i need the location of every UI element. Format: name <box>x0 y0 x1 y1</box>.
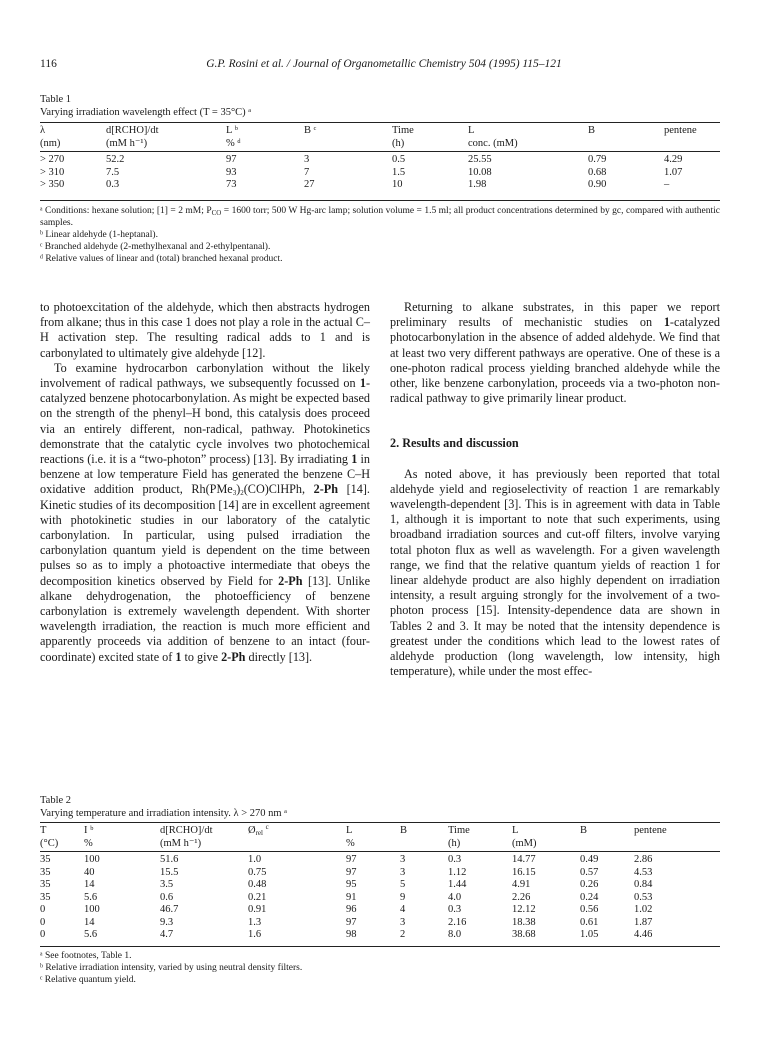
table1-header: B ᶜ <box>304 125 317 136</box>
table-cell: 3 <box>400 866 406 878</box>
footnote-text: = 1600 torr; 500 W Hg-arc lamp; solution volume = 1.5 ml; all product concentrations determined by gc, compared with authentic samples. <box>40 206 720 228</box>
table-cell: 97 <box>346 854 357 865</box>
table1-footnote-d: ᵈ Relative values of linear and (total) branched hexanal product. <box>40 254 283 264</box>
table-cell: 2.86 <box>634 854 653 865</box>
left-column <box>40 300 370 665</box>
table2 <box>40 825 720 942</box>
table-cell: 1.3 <box>248 916 262 928</box>
table1-caption: Varying irradiation wavelength effect (T = 35°C) ᵃ <box>40 107 252 118</box>
table-cell: > 270 <box>40 154 65 165</box>
table-cell: 40 <box>84 866 95 878</box>
table-row <box>40 879 720 892</box>
table-cell: 4.46 <box>634 929 653 940</box>
table-cell: 97 <box>346 866 357 878</box>
table2-subheader-row <box>40 838 720 851</box>
table1-subheader: (nm) <box>40 137 61 149</box>
text-span: [13]. Unlike alkane dehydrogenation, the photoefficiency of benzene carbonylation is extremely wavelength dependent. With shorter wavelength irradiation, the reaction is much more efficient and apparently proceeds via addition of benzene to an intact (four-coordinate) excited state of <box>40 573 370 664</box>
table1-header: pentene <box>664 125 697 136</box>
table-cell: 35 <box>40 891 51 903</box>
table-cell: 25.55 <box>468 154 492 165</box>
page-number: 116 <box>40 58 57 70</box>
table-cell: 1.05 <box>580 929 599 940</box>
table-cell: 96 <box>346 904 357 915</box>
table1-subheader: (h) <box>392 137 405 149</box>
table-cell: 3 <box>400 854 406 865</box>
table-cell: 14 <box>84 879 95 890</box>
table2-footnote-a: ᵃ See footnotes, Table 1. <box>40 951 132 961</box>
text-span: -catalyzed photocarbonylation in the absence of added aldehyde. We find that at least two very different pathways are operative. One of these is a one-photon radical process yielding branched aldehyde while the other, like benzene carbonylation, proceeds via a two-photon non-radical pathway to give primarily linear product. <box>390 315 720 406</box>
table-cell: 5.6 <box>84 929 98 940</box>
table-cell: 1.07 <box>664 166 683 178</box>
table1-header-row <box>40 125 720 138</box>
right-paragraph-2: As noted above, it has previously been reported that total aldehyde yield and regioselectivity of reaction 1 are remarkably wavelength-dependent [3]. This is in agreement with data in Table 1, although it is important to note that such experiments, using broadband irradiation sources and cut-off filters, involve varying total photon flux as well as wavelength. For a given wavelength range, we find that the relative quantum yields of reaction 1 for linear aldehyde product are also highly dependent on irradiation intensity, a result arguing strongly for the involvement of a two-photon process [15]. Intensity-dependence data are shown in Tables 2 and 3. It may be noted that the intensity dependence is greatest under the conditions which lead to the lowest rates of aldehyde production (long wavelength, low intensity, high temperature), while under the most effec- <box>390 466 720 679</box>
table-cell: 100 <box>84 904 100 915</box>
text-span: in benzene at low temperature Field has generated the benzene C–H oxidative addition product, Rh(PMe <box>40 452 370 497</box>
table-cell: – <box>664 179 670 190</box>
table-cell: 52.2 <box>106 154 125 165</box>
table2-header: B <box>580 825 588 836</box>
section-heading: 2. Results and discussion <box>390 436 519 451</box>
table-cell: 73 <box>226 179 237 190</box>
table-cell: 95 <box>346 879 357 890</box>
footnote-text: ᵃ Conditions: hexane solution; [1] = 2 mM; P <box>40 206 212 216</box>
table-cell: 2.26 <box>512 891 531 903</box>
table1-footnote-b: ᵇ Linear aldehyde (1-heptanal). <box>40 230 158 240</box>
table2-header: pentene <box>634 825 667 836</box>
table1-header: B <box>588 125 596 136</box>
table-cell: 7 <box>304 166 310 178</box>
table2-header: L <box>512 825 519 836</box>
text-span: to give <box>181 649 222 664</box>
table1-bottom-rule <box>40 200 720 201</box>
table1-header-rule <box>40 151 720 152</box>
table-cell: 4.91 <box>512 879 531 890</box>
table-cell: 0.26 <box>580 879 599 890</box>
table1-subheader-row <box>40 138 720 151</box>
table-cell: 9 <box>400 891 406 903</box>
table-cell: 98 <box>346 929 357 940</box>
table-cell: 100 <box>84 854 100 865</box>
table-cell: 0.3 <box>106 179 120 190</box>
table2-header: L <box>346 825 353 836</box>
left-paragraph-2 <box>40 361 370 665</box>
table-cell: 46.7 <box>160 904 179 915</box>
table1-footnotes <box>40 205 720 265</box>
table2-bottom-rule <box>40 946 720 947</box>
table2-subheader: (°C) <box>40 837 59 849</box>
table2-subheader: % <box>346 837 355 849</box>
table2-header: B <box>400 825 408 836</box>
table1-footnote-a <box>40 205 720 229</box>
table-cell: 3.5 <box>160 879 174 890</box>
table-cell: > 310 <box>40 166 65 178</box>
table-cell: 0.75 <box>248 866 267 878</box>
table-row <box>40 929 720 942</box>
table-cell: 97 <box>226 154 237 165</box>
compound-ref: 2-Ph <box>278 573 303 588</box>
table-cell: 0.90 <box>588 179 607 190</box>
table-cell: 0 <box>40 929 46 940</box>
table-cell: 10 <box>392 179 403 190</box>
table1-header: L ᵇ <box>226 125 238 136</box>
phi-superscript: c <box>265 823 269 831</box>
table-cell: 0.57 <box>580 866 599 878</box>
table-cell: 35 <box>40 879 51 890</box>
table-cell: 15.5 <box>160 866 179 878</box>
table-cell: 4.29 <box>664 154 683 165</box>
table-row <box>40 179 720 192</box>
table1-subheader <box>304 138 392 151</box>
table-cell: 3 <box>400 916 406 928</box>
table1-header: d[RCHO]/dt <box>106 125 159 136</box>
table2-header-row <box>40 825 720 838</box>
table-cell: 93 <box>226 166 237 178</box>
table-cell: 1.6 <box>248 929 262 940</box>
table-cell: 97 <box>346 916 357 928</box>
table1-footnote-c: ᶜ Branched aldehyde (2-methylhexanal and 2-ethylpentanal). <box>40 242 271 252</box>
table2-header-rule <box>40 851 720 852</box>
compound-ref: 2-Ph <box>221 649 246 664</box>
text-span: (CO)ClHPh, <box>243 482 314 497</box>
table-row <box>40 892 720 905</box>
table2-subheader: (mM) <box>512 837 537 849</box>
compound-ref: 1 <box>351 452 358 467</box>
table-cell: 16.15 <box>512 866 536 878</box>
compound-ref: 1 <box>359 376 366 391</box>
table2-footnotes <box>40 950 720 986</box>
table-row <box>40 154 720 167</box>
table2-footnote-c: ᶜ Relative quantum yield. <box>40 975 136 985</box>
table-cell: 0.91 <box>248 904 267 915</box>
table-cell: 27 <box>304 179 315 190</box>
table-cell: 2.16 <box>448 916 467 928</box>
table-cell: 1.98 <box>468 179 487 190</box>
table-cell: 5.6 <box>84 891 98 903</box>
table-cell: 12.12 <box>512 904 536 915</box>
table1-header: λ <box>40 125 46 136</box>
table-cell: 10.08 <box>468 166 492 178</box>
table-cell: 0.5 <box>392 154 406 165</box>
table-row <box>40 167 720 180</box>
compound-ref: 2-Ph <box>313 482 339 497</box>
table-cell: 91 <box>346 891 357 903</box>
table-cell: 1.0 <box>248 854 262 865</box>
subscript: 2 <box>240 489 244 498</box>
footnote-sub: CO <box>211 209 222 217</box>
table1 <box>40 125 720 192</box>
table2-footnote-b: ᵇ Relative irradiation intensity, varied by using neutral density filters. <box>40 963 303 973</box>
table-cell: 14 <box>84 916 95 928</box>
table-cell: 8.0 <box>448 929 462 940</box>
table-cell: 14.77 <box>512 854 536 865</box>
journal-line: G.P. Rosini et al. / Journal of Organometallic Chemistry 504 (1995) 115–121 <box>206 58 562 70</box>
compound-ref: 1 <box>663 315 670 330</box>
table1-subheader <box>588 138 664 151</box>
text-span: [14]. Kinetic studies of its decomposition [14] are in excellent agreement with photokinetic studies in our laboratory of the catalytic carbonylation. In particular, using pulsed irradiation the carbonylation quantum yield is dependent on the time between pulses so as to imply a photoactive intermediate that obeys the decomposition kinetics observed by Field for <box>40 482 370 588</box>
table-cell: 0.48 <box>248 879 267 890</box>
phi-subscript: rel <box>255 829 263 837</box>
table2-subheader: % <box>84 837 93 849</box>
table-cell: 0 <box>40 904 46 915</box>
table-cell: 1.5 <box>392 166 406 178</box>
table-cell: 7.5 <box>106 166 120 178</box>
table-cell: 0.49 <box>580 854 599 865</box>
table1-subheader: conc. (mM) <box>468 137 518 149</box>
table2-subheader <box>400 838 448 851</box>
table-cell: 0.61 <box>580 916 599 928</box>
table-cell: 1.87 <box>634 916 653 928</box>
table-cell: 1.44 <box>448 879 467 890</box>
table-cell: 18.38 <box>512 916 536 928</box>
table2-top-rule <box>40 822 720 823</box>
table2-subheader <box>580 838 634 851</box>
subscript: 3 <box>232 489 237 498</box>
table2-subheader <box>634 838 720 851</box>
table-cell: 51.6 <box>160 854 179 865</box>
table2-label: Table 2 <box>40 795 72 806</box>
table-cell: 0.68 <box>588 166 607 178</box>
table-row <box>40 867 720 880</box>
table-cell: 0.24 <box>580 891 599 903</box>
text-span: To examine hydrocarbon carbonylation without the likely involvement of radical pathways, we subsequently focussed on <box>40 360 370 391</box>
table2-subheader: (mM h⁻¹) <box>160 837 202 849</box>
table-cell: 38.68 <box>512 929 536 940</box>
table1-header: Time <box>392 125 414 136</box>
table1-top-rule <box>40 122 720 123</box>
table-cell: 0.56 <box>580 904 599 915</box>
phi-symbol: Ø <box>248 825 256 836</box>
table-cell: 0.3 <box>448 904 462 915</box>
text-span: Returning to alkane substrates, in this paper we report preliminary results of mechanistic studies on <box>390 300 720 330</box>
table-cell: 0.79 <box>588 154 607 165</box>
table2-caption: Varying temperature and irradiation intensity. λ > 270 nm ᵃ <box>40 808 288 819</box>
table2-header: d[RCHO]/dt <box>160 825 213 836</box>
right-paragraph-1 <box>390 300 720 406</box>
table-cell: 4 <box>400 904 406 915</box>
table-cell: 1.12 <box>448 866 467 878</box>
table2-subheader: (h) <box>448 837 461 849</box>
right-column <box>390 300 720 679</box>
table1-header: L <box>468 125 475 136</box>
table-cell: 4.0 <box>448 891 462 903</box>
table-row <box>40 917 720 930</box>
table-cell: 3 <box>304 154 310 165</box>
table2-subheader <box>248 838 346 851</box>
table-cell: 0.21 <box>248 891 267 903</box>
table-cell: 0 <box>40 916 46 928</box>
left-paragraph-1: to photoexcitation of the aldehyde, which then abstracts hydrogen from alkane; thus in this case 1 does not play a role in the actual C–H activation step. The resulting radical adds to 1 and is carbonylated to ultimately give aldehyde [12]. <box>40 300 370 360</box>
table-row <box>40 854 720 867</box>
running-header <box>40 58 728 74</box>
table2-header <box>248 825 346 838</box>
table-cell: 0.3 <box>448 854 462 865</box>
text-span: directly [13]. <box>245 649 313 664</box>
table-cell: 9.3 <box>160 916 174 928</box>
table1-subheader: % ᵈ <box>226 137 241 149</box>
table-cell: 4.7 <box>160 929 174 940</box>
table-cell: 35 <box>40 854 51 865</box>
table2-header: I ᵇ <box>84 825 94 836</box>
table-row <box>40 904 720 917</box>
table1-subheader <box>664 138 720 151</box>
text-span: ) <box>236 482 241 497</box>
table2-header: Time <box>448 825 470 836</box>
table-cell: 0.53 <box>634 891 653 903</box>
table-cell: 2 <box>400 929 406 940</box>
table2-header: T <box>40 825 47 836</box>
table1-subheader: (mM h⁻¹) <box>106 137 148 149</box>
table-cell: 0.6 <box>160 891 174 903</box>
compound-ref: 1 <box>175 649 182 664</box>
table-cell: 35 <box>40 866 51 878</box>
table-cell: 4.53 <box>634 866 653 878</box>
table-cell: > 350 <box>40 179 65 190</box>
table-cell: 5 <box>400 879 406 890</box>
table-cell: 1.02 <box>634 904 653 915</box>
table-cell: 0.84 <box>634 879 653 890</box>
table1-label: Table 1 <box>40 94 72 105</box>
text-span: -catalyzed benzene photocarbonylation. As might be expected based on the strength of the phenyl–H bond, this catalysis does proceed via an entirely different, non-radical, pathway. Photokinetics demonstrate that the catalytic cycle involves two photochemical reactions (i.e. it is a “two-photon” process) [13]. By irradiating <box>40 376 370 467</box>
